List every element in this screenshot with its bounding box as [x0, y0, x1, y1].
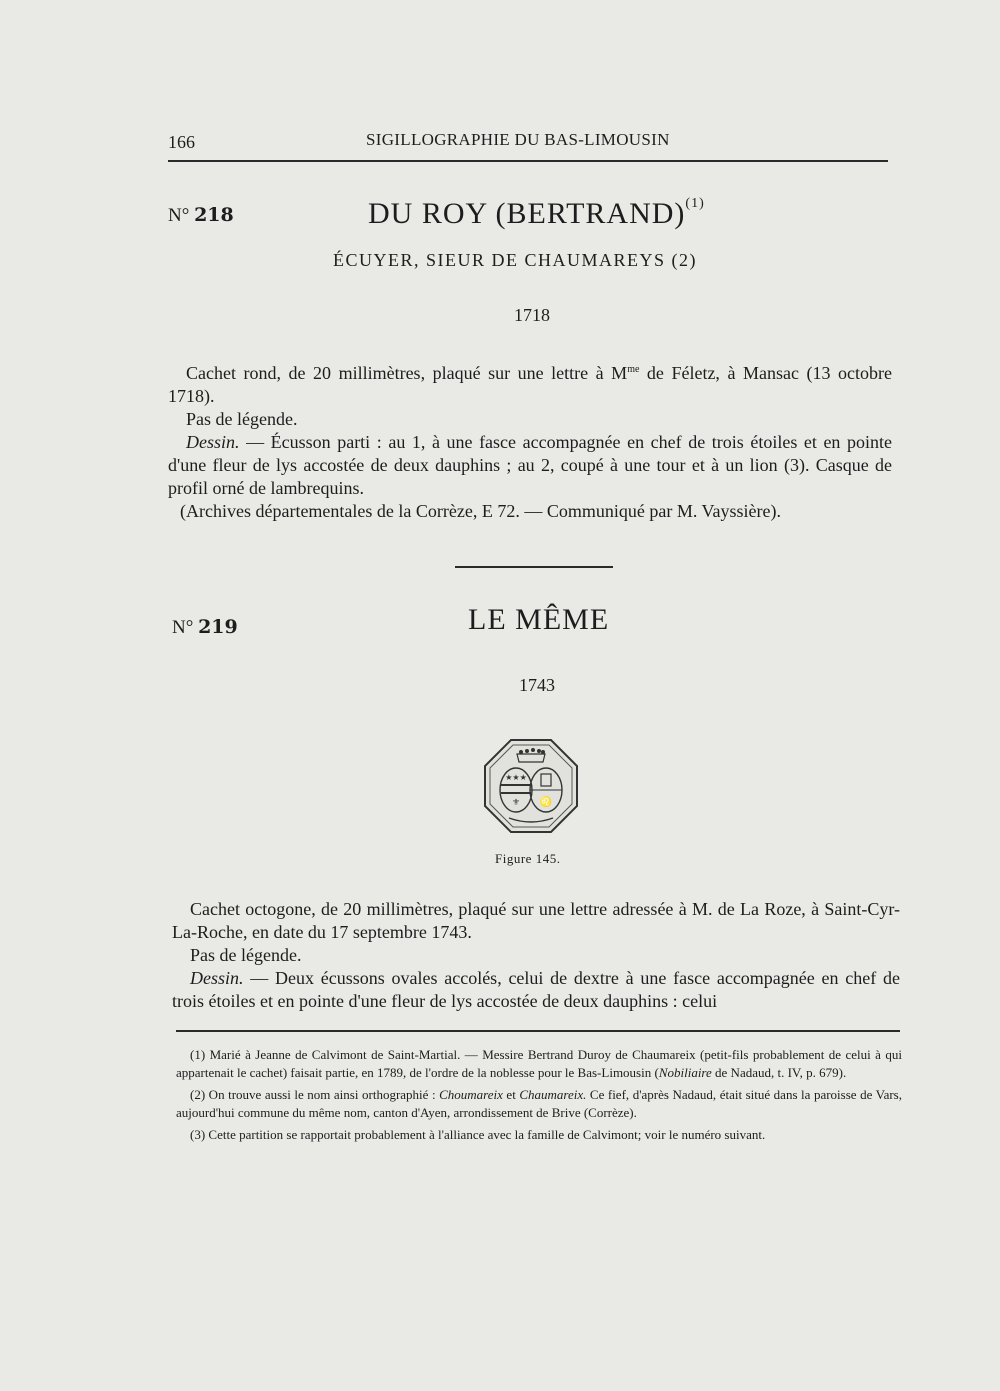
- entry-year-219: 1743: [519, 675, 555, 695]
- dessin-label: Dessin.: [186, 432, 240, 452]
- footnote-rule: [176, 1030, 900, 1032]
- entry-number-prefix: N°: [172, 617, 194, 638]
- section-divider: [455, 566, 613, 568]
- legend-paragraph: Pas de légende.: [190, 945, 302, 965]
- svg-text:♌: ♌: [539, 797, 553, 808]
- entry-year-218: 1718: [514, 305, 550, 325]
- page-number: 166: [168, 132, 195, 152]
- dessin-label: Dessin.: [190, 968, 244, 988]
- entry-title-219: LE MÊME: [468, 603, 610, 636]
- entry-body-218: [168, 358, 892, 523]
- source-paragraph: (Archives départementales de la Corrèze, E 72. — Communiqué par M. Vayssière).: [180, 501, 781, 521]
- footnote-1: (1) Marié à Jeanne de Calvimont de Saint-Martial. — Messire Bertrand Duroy de Chaumareix (petit-fils probablement de celui à qui appartenait le cachet) faisait partie, en 1789, de l'ordre de la noblesse pour le Bas-Limousin (Nobiliaire de Nadaud, t. IV, p. 679).: [176, 1047, 902, 1080]
- description-paragraph: Cachet octogone, de 20 millimètres, plaqué sur une lettre adressée à M. de La Roze, à Saint-Cyr-La-Roche, en date du 17 septembre 1743.: [172, 899, 900, 942]
- entry-title-text: DU ROY (BERTRAND): [368, 197, 686, 230]
- dessin-paragraph: Dessin. — Deux écussons ovales accolés, celui de dextre à une fasce accompagnée en chef de trois étoiles et en pointe d'une fleur de lys accostée de deux dauphins : celui: [172, 968, 900, 1011]
- legend-paragraph: Pas de légende.: [186, 409, 298, 429]
- entry-body-219: [172, 898, 900, 1013]
- figure-caption: Figure 145.: [495, 851, 561, 866]
- footnote-3: (3) Cette partition se rapportait probablement à l'alliance avec la famille de Calvimont; voir le numéro suivant.: [190, 1127, 766, 1142]
- svg-text:★★★: ★★★: [505, 773, 527, 782]
- svg-text:⚜: ⚜: [511, 797, 521, 807]
- footnotes: [176, 1046, 902, 1148]
- running-title: SIGILLOGRAPHIE DU BAS-LIMOUSIN: [366, 130, 670, 149]
- description-paragraph: Cachet rond, de 20 millimètres, plaqué sur une lettre à $M^{me}$ de Féletz, à Mansac (13 octobre 1718).: [168, 363, 892, 406]
- entry-subtitle-218: ÉCUYER, SIEUR DE CHAUMAREYS (2): [333, 250, 698, 270]
- footnote-2: (2) On trouve aussi le nom ainsi orthographié : Choumareix et Chaumareix. Ce fief, d'après Nadaud, était situé dans la paroisse de Vars, aujourd'hui commune du même nom, canton d'Ayen, arrondissement de Brive (Corrèze).: [176, 1087, 902, 1120]
- entry-number-219: [172, 616, 238, 639]
- header-rule: [168, 160, 888, 162]
- entry-number-value: 219: [198, 616, 238, 638]
- dessin-paragraph: Dessin. — Écusson parti : au 1, à une fasce accompagnée en chef de trois étoiles et en pointe d'une fleur de lys accostée de deux dauphins ; au 2, coupé à une tour et à un lion (3). Casque de profil orné de lambrequins.: [168, 432, 892, 498]
- entry-number-value: 218: [194, 204, 234, 226]
- entry-number-prefix: N°: [168, 205, 190, 226]
- seal-image: [483, 738, 579, 834]
- title-footnote-ref: (1): [685, 196, 705, 211]
- entry-title-218: [368, 196, 705, 231]
- entry-number-218: [168, 204, 234, 227]
